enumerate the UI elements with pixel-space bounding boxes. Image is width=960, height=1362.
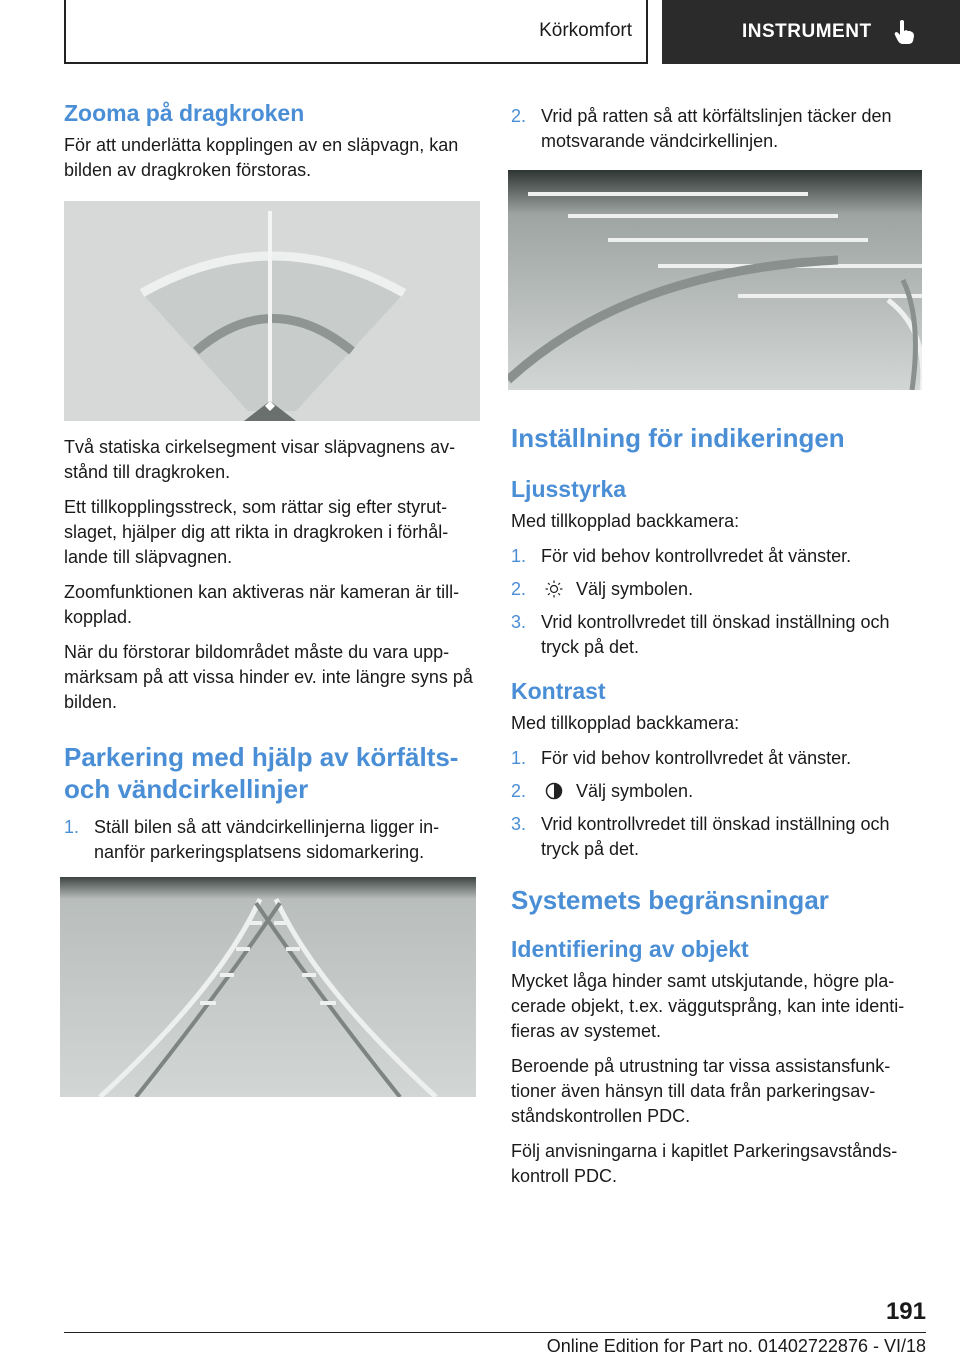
step-number: 1. xyxy=(511,748,527,768)
paragraph-object-detection: Mycket låga hinder samt utskjutande, högre pla-cerade objekt, t.ex. väggutsprång, kan inte identi-fieras av systemet. xyxy=(511,971,905,1041)
list-item xyxy=(511,104,927,154)
hand-pointer-icon xyxy=(894,19,916,45)
paragraph-zoom-function: Zoomfunktionen kan aktiveras när kameran är till-kopplad. xyxy=(64,582,460,627)
figure-hitch-zoom xyxy=(64,201,480,421)
paragraph-follow-instructions: Följ anvisningarna i kapitlet Parkeringsavstånds-kontroll PDC. xyxy=(511,1141,898,1186)
footer-divider xyxy=(64,1332,926,1333)
list-item xyxy=(511,577,927,602)
list-item xyxy=(64,815,480,865)
turning-lines-illustration xyxy=(60,877,476,1097)
heading-display-settings: Inställning för indikeringen xyxy=(511,423,845,453)
list-item xyxy=(511,779,927,804)
list-item xyxy=(511,544,927,569)
list-item xyxy=(511,812,927,862)
left-column xyxy=(64,100,480,1097)
paragraph-contrast: Med tillkopplad backkamera: xyxy=(511,713,740,733)
brightness-sun-icon xyxy=(545,580,563,598)
step-number: 2. xyxy=(511,106,527,126)
step-number: 2. xyxy=(511,579,527,599)
heading-object-detection: Identifiering av objekt xyxy=(511,936,749,962)
header-section-tab xyxy=(64,0,648,64)
list-item xyxy=(511,746,927,771)
heading-system-limits: Systemets begränsningar xyxy=(511,885,829,915)
step-text: För vid behov kontrollvredet åt vänster. xyxy=(541,546,852,566)
paragraph-zoom-warning: När du förstorar bildområdet måste du vara upp-märksam på att vissa hinder ev. inte längre syns på bilden. xyxy=(64,642,473,712)
step-text: Ställ bilen så att vändcirkellinjerna ligger in-nanför parkeringsplatsens sidomarkering. xyxy=(94,817,440,862)
step-text: Vrid kontrollvredet till önskad inställning och tryck på det. xyxy=(541,612,890,657)
brightness-steps xyxy=(511,544,927,660)
step-text: Välj symbolen. xyxy=(576,579,694,599)
paragraph-zoom: För att underlätta kopplingen av en släpvagn, kan bilden av dragkroken förstoras. xyxy=(64,135,459,180)
parking-steps xyxy=(64,815,480,865)
figure-lane-lines xyxy=(508,170,922,390)
parking-steps-continued xyxy=(511,104,927,154)
lane-lines-illustration xyxy=(508,170,922,390)
step-text: Välj symbolen. xyxy=(576,781,694,801)
paragraph-hitch-line: Ett tillkopplingsstreck, som rättar sig efter styrut-slaget, hjälper dig att rikta in dragkroken i förhål-lande till släpvagnen. xyxy=(64,497,449,567)
step-number: 1. xyxy=(64,817,80,837)
contrast-icon xyxy=(545,782,563,800)
step-text: Vrid på ratten så att körfältslinjen täcker den motsvarande vändcirkellinjen. xyxy=(541,106,892,151)
right-column xyxy=(511,104,927,1199)
contrast-steps xyxy=(511,746,927,862)
list-item xyxy=(511,610,927,660)
paragraph-brightness: Med tillkopplad backkamera: xyxy=(511,511,740,531)
step-number: 1. xyxy=(511,546,527,566)
heading-zoom: Zooma på dragkroken xyxy=(64,100,305,126)
step-number: 3. xyxy=(511,814,527,834)
header-section-label: Körkomfort xyxy=(539,20,632,41)
step-number: 3. xyxy=(511,612,527,632)
heading-parking-lines: Parkering med hjälp av körfälts-och vändcirkellinjer xyxy=(64,742,459,804)
heading-brightness: Ljusstyrka xyxy=(511,476,627,502)
header-chapter-tab xyxy=(662,0,960,64)
paragraph-equipment: Beroende på utrustning tar vissa assistansfunk-tioner även hänsyn till data från parkeringsav-ståndskontrollen PDC. xyxy=(511,1056,891,1126)
edition-note: Online Edition for Part no. 01402722876 - VI/18 xyxy=(546,1336,926,1356)
step-text: Vrid kontrollvredet till önskad inställning och tryck på det. xyxy=(541,814,890,859)
header-chapter-label: INSTRUMENT xyxy=(742,21,872,42)
page-number: 191 xyxy=(885,1298,926,1325)
step-text: För vid behov kontrollvredet åt vänster. xyxy=(541,748,852,768)
figure-turning-lines xyxy=(60,877,476,1097)
hitch-zoom-illustration xyxy=(64,201,480,421)
paragraph-segments: Två statiska cirkelsegment visar släpvagnens av-stånd till dragkroken. xyxy=(64,437,456,482)
heading-contrast: Kontrast xyxy=(511,678,606,704)
step-number: 2. xyxy=(511,781,527,801)
